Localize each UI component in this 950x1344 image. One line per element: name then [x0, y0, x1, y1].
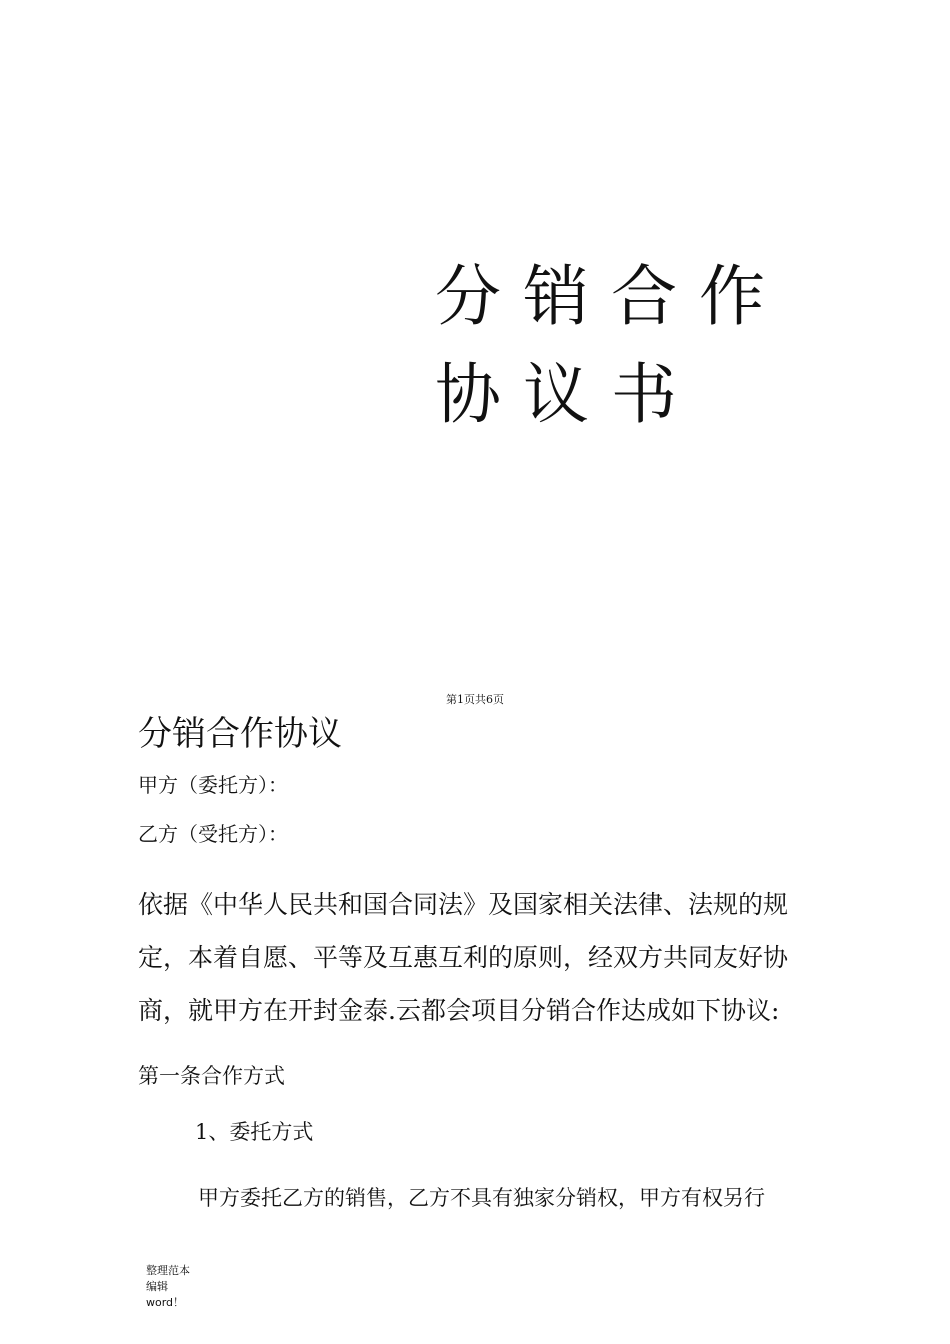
- footer-note: 整理范本编辑word！: [146, 1264, 190, 1309]
- section-title: 第一条合作方式: [138, 1064, 285, 1088]
- intro-paragraph: [138, 878, 818, 1037]
- intro-line: 依据《中华人民共和国合同法》及国家相关法律、法规的规: [138, 890, 789, 919]
- party-a-label: 甲方（委托方）：: [138, 773, 288, 797]
- section-item: 1、委托方式: [195, 1120, 314, 1144]
- party-b-label: 乙方（受托方）：: [138, 822, 288, 846]
- section-body-text: 甲方委托乙方的销售，乙方不具有独家分销权，甲方有权另行: [198, 1186, 765, 1210]
- document-heading: 分销合作协议: [138, 714, 342, 754]
- cover-title: 分销合作协议书: [435, 258, 787, 433]
- page-number: 第1页共6页: [446, 693, 504, 706]
- intro-line: 定，本着自愿、平等及互惠互利的原则，经双方共同友好协: [138, 943, 789, 972]
- intro-line: 商，就甲方在开封金泰.云都会项目分销合作达成如下协议:: [138, 996, 780, 1025]
